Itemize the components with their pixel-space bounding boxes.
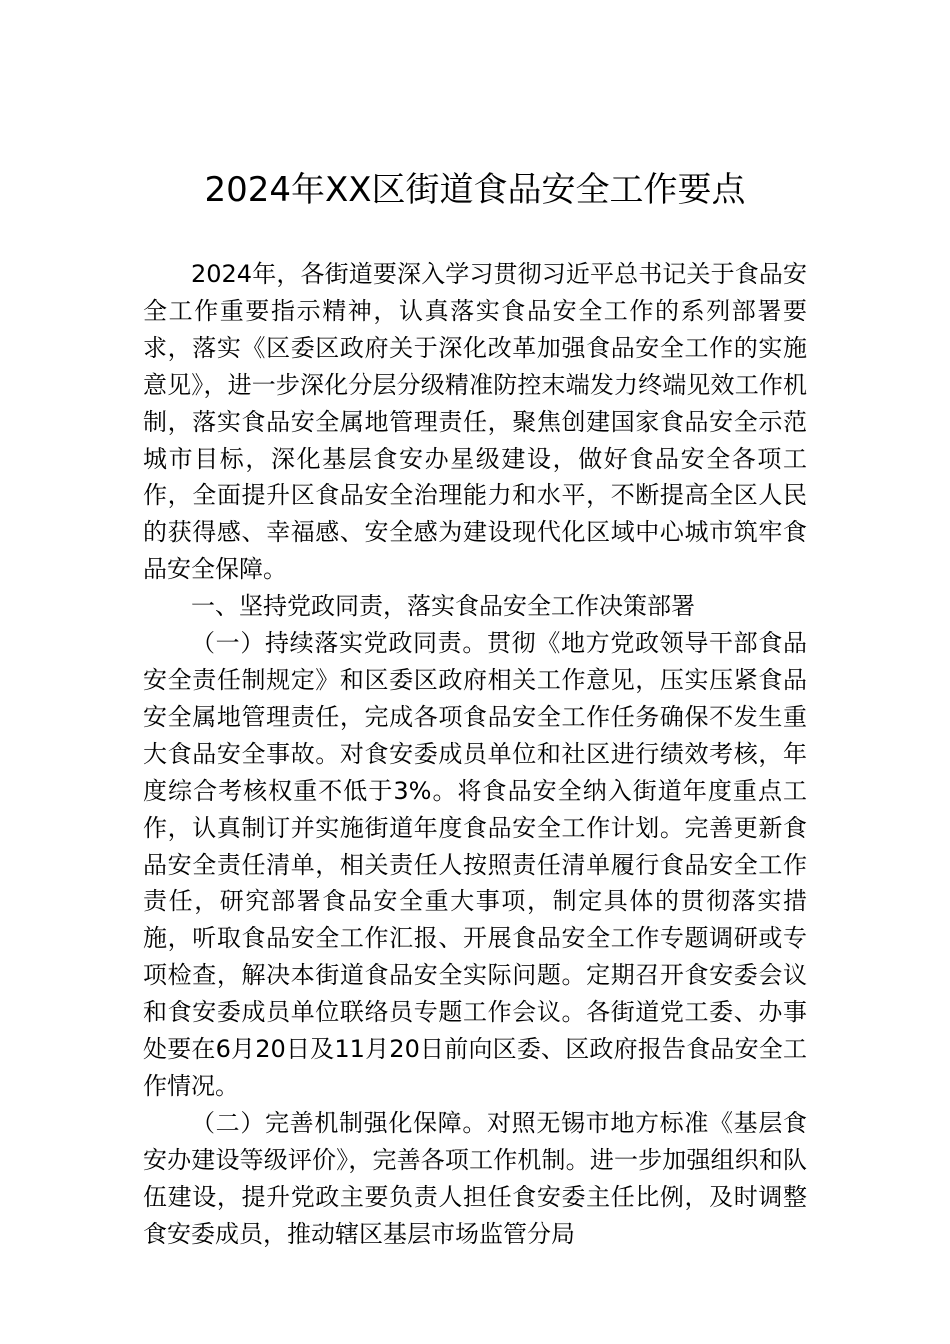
intro-paragraph: 2024年，各街道要深入学习贯彻习近平总书记关于食品安全工作重要指示精神，认真落实食品安全工作的系列部署要求，落实《区委区政府关于深化改革加强食品安全工作的实施意见》，进一步深化分层分级精准防控末端发力终端见效工作机制，落实食品安全属地管理责任，聚焦创建国家食品安全示范城市目标，深化基层食安办星级建设，做好食品安全各项工作，全面提升区食品安全治理能力和水平，不断提高全区人民的获得感、幸福感、安全感为建设现代化区域中心城市筑牢食品安全保障。 [143, 260, 807, 584]
subsection-paragraph-2: （二）完善机制强化保障。对照无锡市地方标准《基层食安办建设等级评价》，完善各项工作机制。进一步加强组织和队伍建设，提升党政主要负责人担任食安委主任比例，及时调整食安委成员，推动辖区基层市场监管分局 [143, 1108, 807, 1248]
document-body [143, 256, 807, 1252]
section-heading-1: 一、坚持党政同责，落实食品安全工作决策部署 [191, 592, 695, 621]
subsection-paragraph-1: （一）持续落实党政同责。贯彻《地方党政领导干部食品安全责任制规定》和区委区政府相关工作意见，压实压紧食品安全属地管理责任，完成各项食品安全工作任务确保不发生重大食品安全事故。对食安委成员单位和社区进行绩效考核，年度综合考核权重不低于3%。将食品安全纳入街道年度重点工作，认真制订并实施街道年度食品安全工作计划。完善更新食品安全责任清单，相关责任人按照责任清单履行食品安全工作责任，研究部署食品安全重大事项，制定具体的贯彻落实措施，听取食品安全工作汇报、开展食品安全工作专题调研或专项检查，解决本街道食品安全实际问题。定期召开食安委会议和食安委成员单位联络员专题工作会议。各街道党工委、办事处要在6月20日及11月20日前向区委、区政府报告食品安全工作情况。 [143, 629, 807, 1100]
document-title: 2024年XX区街道食品安全工作要点 [204, 170, 746, 210]
